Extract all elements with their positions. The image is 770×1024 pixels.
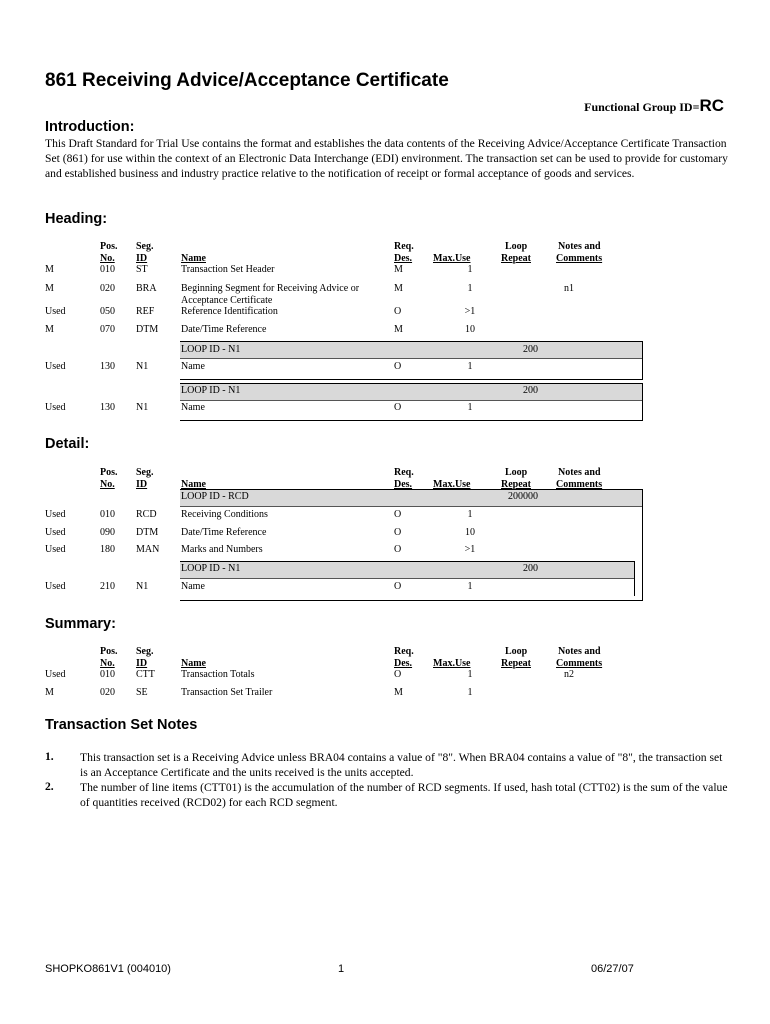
row-seg-id: ST [136,264,148,275]
row-name: Transaction Set Trailer [181,687,273,698]
row-name: Name [181,361,205,372]
row-usage: M [45,324,54,335]
heading-section-title: Heading: [45,211,108,227]
row-usage: Used [45,581,66,592]
row-max: 10 [465,324,475,335]
row-req: O [394,306,402,317]
row-seg-id: N1 [136,361,149,372]
col-name: Name [181,253,206,264]
introduction-heading: Introduction: [45,119,135,135]
loop-bar [180,342,642,359]
row-seg-id: RCD [136,509,157,520]
row-req: O [394,361,402,372]
loop-label: LOOP ID - N1 [181,385,241,396]
row-max: 1 [467,402,473,413]
row-seg-id: CTT [136,669,155,680]
note-text: The number of line items (CTT01) is the accumulation of the number of RCD segments. If used, hash total (CTT02) is the sum of the value of quantities received (RCD02) for each RCD segment. [80,781,728,809]
row-usage: M [45,687,54,698]
row-usage: Used [45,306,66,317]
row-notes: n1 [564,283,574,294]
col-seg: Seg. [136,241,154,252]
col-req-des: Des. [394,479,413,490]
row-req: O [394,669,402,680]
row-name: Name [181,581,205,592]
row-pos: 130 [100,402,115,413]
col-pos: Pos. [100,241,118,252]
row-name: Beginning Segment for Receiving Advice or [181,283,360,294]
col-req-des: Des. [394,658,413,669]
row-seg-id: SE [136,687,148,698]
col-max-use: Max.Use [433,479,471,490]
col-loop-repeat: Repeat [501,658,531,669]
row-max: >1 [464,306,476,317]
row-max: 1 [467,264,473,275]
row-pos: 050 [100,306,115,317]
note-number: 2. [45,780,54,793]
col-notes-comments: Comments [556,658,603,669]
row-max: 1 [467,687,473,698]
row-name-cont: Acceptance Certificate [181,295,273,306]
row-usage: Used [45,669,66,680]
row-max: 1 [467,283,473,294]
row-pos: 130 [100,361,115,372]
row-pos: 010 [100,264,115,275]
col-notes: Notes and [558,241,601,252]
footer-page-number: 1 [338,963,345,975]
row-seg-id: REF [136,306,155,317]
row-name: Reference Identification [181,306,278,317]
summary-section-title: Summary: [45,616,116,632]
row-name: Transaction Set Header [181,264,275,275]
row-pos: 020 [100,283,115,294]
col-pos-no: No. [100,658,115,669]
col-loop: Loop [505,241,528,252]
col-seg: Seg. [136,646,154,657]
row-max: 10 [465,527,475,538]
row-req: O [394,509,402,520]
row-name: Date/Time Reference [181,527,267,538]
row-max: 1 [467,581,473,592]
row-name: Name [181,402,205,413]
row-max: >1 [464,544,476,555]
col-pos: Pos. [100,646,118,657]
row-name: Receiving Conditions [181,509,268,520]
col-loop: Loop [505,646,528,657]
col-req: Req. [394,646,414,657]
loop-repeat: 200 [523,344,538,355]
row-name: Transaction Totals [181,669,255,680]
row-req: O [394,402,402,413]
row-req: M [394,687,403,698]
col-seg: Seg. [136,467,154,478]
row-req: M [394,283,403,294]
row-seg-id: MAN [136,544,160,555]
row-seg-id: DTM [136,527,159,538]
functional-group-value: RC [699,96,724,115]
note-number: 1. [45,750,54,763]
row-req: O [394,527,402,538]
col-req: Req. [394,241,414,252]
row-name: Marks and Numbers [181,544,263,555]
col-loop: Loop [505,467,528,478]
col-notes: Notes and [558,646,601,657]
row-pos: 180 [100,544,115,555]
row-usage: Used [45,361,66,372]
col-name: Name [181,658,206,669]
loop-bar [180,490,642,507]
col-pos-no: No. [100,479,115,490]
row-pos: 010 [100,509,115,520]
col-notes-comments: Comments [556,479,603,490]
row-req: M [394,264,403,275]
col-notes-comments: Comments [556,253,603,264]
row-usage: M [45,264,54,275]
loop-repeat: 200 [523,385,538,396]
loop-label: LOOP ID - N1 [181,563,241,574]
row-seg-id: N1 [136,581,149,592]
row-usage: Used [45,402,66,413]
row-seg-id: BRA [136,283,157,294]
col-max-use: Max.Use [433,658,471,669]
introduction-text: This Draft Standard for Trial Use contains the format and establishes the data contents of the Receiving Advice/Acceptance Certificate Transaction Set (861) for use within the context of an Electronic Data Interchange (EDI) environment. The transaction set can be used to provide for customary and established business and industry practice relative to the notification of receipt or formal acceptance of goods and services. [45,137,728,180]
col-seg-id: ID [136,479,148,490]
loop-repeat: 200000 [508,491,538,502]
col-seg-id: ID [136,658,148,669]
col-pos-no: No. [100,253,115,264]
loop-label: LOOP ID - N1 [181,344,241,355]
notes-section-title: Transaction Set Notes [45,717,198,733]
row-notes: n2 [564,669,574,680]
row-usage: Used [45,509,66,520]
col-notes: Notes and [558,467,601,478]
row-max: 1 [467,509,473,520]
loop-bar [180,384,642,401]
loop-label: LOOP ID - RCD [181,491,249,502]
row-usage: Used [45,544,66,555]
col-max-use: Max.Use [433,253,471,264]
col-loop-repeat: Repeat [501,253,531,264]
row-seg-id: DTM [136,324,159,335]
row-pos: 090 [100,527,115,538]
footer-date: 06/27/07 [591,963,634,975]
col-req: Req. [394,467,414,478]
page-title: 861 Receiving Advice/Acceptance Certificate [45,70,449,91]
loop-repeat: 200 [523,563,538,574]
col-loop-repeat: Repeat [501,479,531,490]
col-seg-id: ID [136,253,148,264]
note-text: This transaction set is a Receiving Advice unless BRA04 contains a value of "8". When BRA04 contains a value of "8", the transaction set is an Acceptance Certificate and the units received is the units accepted. [80,751,723,779]
row-usage: Used [45,527,66,538]
footer-document-id: SHOPKO861V1 (004010) [45,963,171,975]
functional-group-label: Functional Group ID= [584,100,700,114]
row-name: Date/Time Reference [181,324,267,335]
detail-section-title: Detail: [45,436,90,452]
row-max: 1 [467,361,473,372]
row-seg-id: N1 [136,402,149,413]
row-req: O [394,581,402,592]
row-usage: M [45,283,54,294]
col-req-des: Des. [394,253,413,264]
row-pos: 070 [100,324,115,335]
loop-bar [180,562,634,579]
row-req: M [394,324,403,335]
row-pos: 020 [100,687,115,698]
row-pos: 010 [100,669,115,680]
row-pos: 210 [100,581,115,592]
row-max: 1 [467,669,473,680]
col-name: Name [181,479,206,490]
functional-group-id [584,96,724,116]
col-pos: Pos. [100,467,118,478]
row-req: O [394,544,402,555]
